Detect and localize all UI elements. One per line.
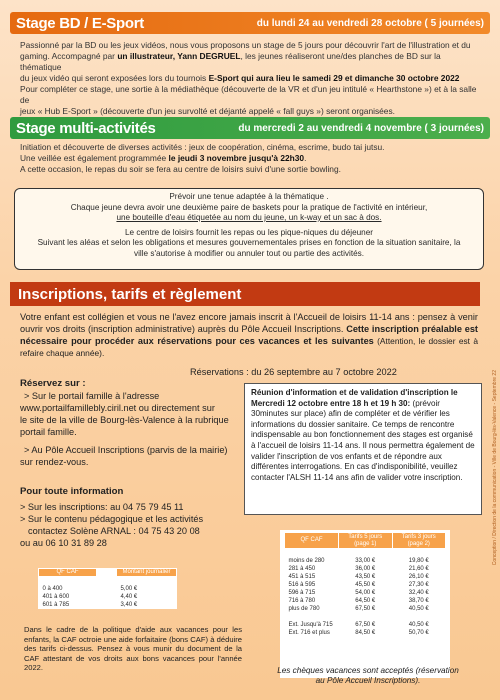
text-line: portail famille. [20, 427, 77, 437]
stage-multi-dates: du mercredi 2 au vendredi 4 novembre ( 3 journées) [238, 122, 484, 134]
notice-line: Chaque jeune devra avoir une deuxième paire de baskets pour la pratique de l'activité en intérieur, [70, 202, 428, 212]
notice-box [14, 188, 484, 270]
table-row: 716 à 780 64,50 € 38,70 € [288, 597, 429, 604]
stage-bd-title: Stage BD / E-Sport [16, 14, 144, 32]
caf-table [38, 568, 177, 609]
table-row: 281 à 450 36,00 € 21,60 € [288, 565, 429, 572]
table-row: 0 à 400 5,00 € [42, 585, 138, 592]
text-line: > Sur le portail famille à l'adresse [24, 391, 160, 401]
info-heading: Pour toute information [20, 486, 124, 497]
table-header: QF CAF [39, 569, 97, 577]
notice-line: une bouteille d'eau étiquetée au nom du jeune, un k-way et un sac à dos. [116, 213, 382, 222]
table-row: 516 à 595 45,50 € 27,30 € [288, 581, 429, 588]
credit-text: Conception / Direction de la communication - Ville de Bourg-lès-Valence - Septembre 22 [492, 370, 498, 566]
stage-multi-description [20, 142, 480, 175]
table-row: plus de 780 67,50 € 40,50 € [288, 605, 429, 612]
text-line: > Au Pôle Accueil Inscriptions (parvis de la mairie) [24, 445, 228, 455]
table-header: Montant journalier [117, 569, 177, 577]
table-header: QF CAF [285, 533, 339, 549]
text-line: du jeux vidéo qui seront exposées lors du tournois E-Sport qui aura lieu le samedi 29 et dimanche 30 octobre 2022 [20, 73, 460, 83]
text-line: jeux « Hub E-Sport » (découverte d'un jeu survolté et déjanté appelé « fall guys ») seront organisées. [20, 106, 395, 116]
table-row: Ext. 716 et plus 84,50 € 50,70 € [288, 629, 429, 636]
stage-bd-description [20, 40, 480, 117]
text-line: Une veillée est également programmée le jeudi 3 novembre jusqu'à 22h30. [20, 153, 307, 163]
table-row: moins de 280 33,00 € 19,80 € [288, 557, 429, 564]
stage-multi-title: Stage multi-activités [16, 119, 156, 137]
reunion-heading: Réunion d'information et de validation d'inscription le Mercredi 12 octobre entre 18 h et 19 h 30: [251, 388, 458, 408]
inscriptions-paragraph: Votre enfant est collégien et vous ne l'avez encore jamais inscrit à l'Accueil de loisirs 11-14 ans : pensez à venir ouvrir vos droits (inscription administrative) auprès du Pôle Accueil Inscriptions. Cette inscription préalable est nécessaire pour procéder aux réservations pour ces vacances et les suivantes (Attention, le dossier est à refaire chaque année). [20, 312, 478, 358]
stage-bd-dates: du lundi 24 au vendredi 28 octobre ( 5 journées) [256, 17, 484, 29]
inscriptions-title: Inscriptions, tarifs et règlement [10, 282, 480, 306]
reunion-box [244, 383, 482, 515]
text-line: Passionné par la BD ou les jeux vidéos, nous vous proposons un stage de 5 jours pour découvrir l'art de l'illustration et du [20, 40, 471, 50]
text-line: contactez Solène ARNAL : 04 75 43 20 08 [28, 526, 200, 536]
portal-link[interactable]: www.portailfamillebly.ciril.net ou directement sur [20, 403, 215, 413]
text-line: gaming. Accompagné par un illustrateur, Yann DEGRUEL, les jeunes réaliseront une/des planches de BD sur la thématique [20, 51, 441, 72]
reservations-dates: Réservations : du 26 septembre au 7 octobre 2022 [190, 367, 397, 377]
notice-line: Suivant les aléas et selon les obligations et mesures gouvernementales prises en fonction de la situation sanitaire, la [37, 238, 461, 247]
table-row: 401 à 600 4,40 € [42, 593, 138, 600]
table-row: 596 à 715 54,00 € 32,40 € [288, 589, 429, 596]
text-line: Initiation et découverte de diverses activités : jeux de coopération, cinéma, escrime, budo tai jutsu. [20, 142, 385, 152]
notice-line: Prévoir une tenue adaptée à la thématique . [169, 192, 329, 201]
text-line: Pour compléter ce stage, une sortie à la médiathèque (découverte de la VR et d'un jeu intitulé « Hearthstone ») et à la salle de [20, 84, 477, 105]
cheques-note: Les chèques vacances sont acceptés (réservation au Pôle Accueil Inscriptions). [277, 666, 459, 686]
text-line: > Sur les inscriptions: au 04 75 79 45 11 [20, 502, 184, 512]
stage-bd-header [10, 12, 490, 34]
text-line: ou au 06 10 31 89 28 [20, 538, 107, 548]
reservation-instructions [20, 378, 242, 468]
table-row: 601 à 785 3,40 € [42, 601, 138, 608]
notice-line: Le centre de loisirs fournit les repas ou les pique-niques du déjeuner [124, 227, 374, 237]
contact-info [20, 486, 242, 549]
table-row: 451 à 515 43,50 € 26,10 € [288, 573, 429, 580]
text-line: sur rendez-vous. [20, 457, 89, 467]
text-line: le site de la ville de Bourg-lès-Valence à la rubrique [20, 415, 229, 425]
reunion-text: (prévoir 30minutes sur place) afin de compléter et de vérifier les informations du dossier sanitaire. Ce temps de rencontre indispensable au bon fonctionnement des stages est organisé à l'accueil de loisirs 11-14 ans. Il nous permettra également de valider l'inscription de vos enfants et de répondre aux différentes interrogations. En cas d'indisponibilité, veuillez contacter l'ALSH 11-14 ans afin de valider votre inscription. [251, 398, 475, 482]
notice-line: ville s'autorise à modifier ou annuler tout ou partie des activités. [133, 248, 365, 258]
reservez-heading: Réservez sur : [20, 378, 86, 389]
stage-multi-header [10, 117, 490, 139]
caf-note: Dans le cadre de la politique d'aide aux vacances pour les enfants, la CAF octroie une aide forfaitaire (bons CAF) à déduire des tarifs ci-dessus. Pensez à vous munir du document de la CAF attestant de vos droits aux bons vacances pour l'année 2022. [24, 625, 242, 673]
table-row: Ext. Jusqu'à 715 67,50 € 40,50 € [288, 621, 429, 628]
text-line: A cette occasion, le repas du soir se fera au centre de loisirs suivi d'une sortie bowling. [20, 164, 341, 174]
text-line: > Sur le contenu pédagogique et les activités [20, 514, 204, 524]
table-header: Tarifs 5 jours (page 1) [339, 533, 393, 549]
tarif-table [280, 530, 450, 678]
table-header: Tarifs 3 jours (page 2) [392, 533, 446, 549]
